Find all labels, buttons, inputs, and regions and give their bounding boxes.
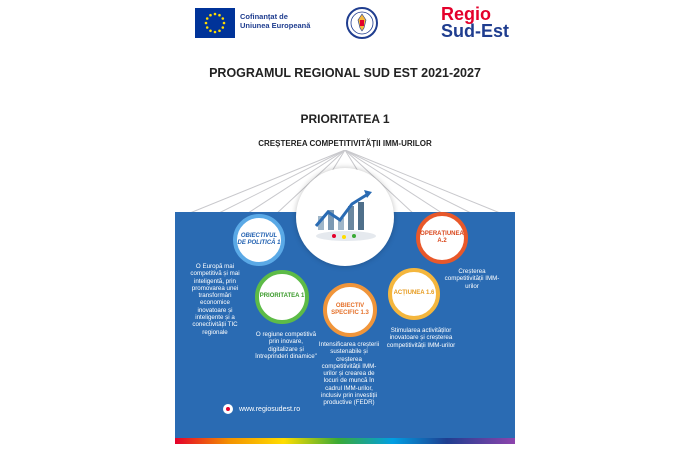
priority-text: O regiune competitivă prin inovare, digitalizare și întreprinderi dinamice" (255, 331, 317, 360)
romanian-government-logo-icon (345, 6, 379, 40)
action-label: ACȚIUNEA 1.6 (393, 290, 435, 297)
objective-policy-label: OBIECTIVUL DE POLITICĂ 1 (237, 232, 281, 246)
priority-label: PRIORITATEA 1 (259, 293, 305, 300)
regio-logo-line-1: Regio (441, 4, 492, 24)
program-title: PROGRAMUL REGIONAL SUD EST 2021-2027 (209, 66, 481, 80)
website-text[interactable]: www.regiosudest.ro (239, 405, 301, 413)
action-text: Stimularea activităților inovatoare și creșterea competitivității IMM-urilor (386, 327, 456, 349)
priority-title: PRIORITATEA 1 (300, 112, 390, 126)
eu-line-1: Cofinanțat de (240, 12, 288, 21)
objective-policy-text: O Europă mai competitivă și mai inteligentă, prin promovarea unei transformări economice inovatoare și inteligente și a conectivității TIC regionale (190, 263, 240, 336)
regio-sud-est-logo (441, 6, 509, 40)
operation-text: Creșterea competitivității IMM-urilor (444, 268, 500, 290)
specific-objective-label: OBIECTIV SPECIFIC 1.3 (331, 302, 369, 316)
globe-icon (223, 404, 233, 414)
priority-circle (255, 270, 309, 324)
growth-chart-illustration-icon (296, 168, 394, 266)
operation-circle (416, 212, 468, 264)
eu-cofinancing-text (240, 12, 310, 30)
eu-line-2: Uniunea Europeană (240, 21, 311, 30)
website-link[interactable] (223, 404, 300, 414)
poster (175, 0, 515, 450)
action-circle (388, 268, 440, 320)
eu-flag-icon (195, 8, 235, 38)
operation-label: OPERAȚIUNEA A.2 (420, 230, 464, 244)
specific-objective-text: Intensificarea creșterii sustenabile și creșterea competitivității IMM-urilor și crearea de locuri de muncă în cadrul IMM-urilor, inclusiv prin investiții productive (FEDR) (318, 341, 380, 407)
specific-objective-circle (323, 283, 377, 337)
objective-policy-circle (233, 214, 285, 266)
priority-subtitle: CREȘTEREA COMPETITIVITĂȚII IMM-URILOR (258, 139, 432, 148)
color-stripe (175, 438, 515, 444)
regio-logo-line-2: Sud-Est (441, 21, 510, 41)
